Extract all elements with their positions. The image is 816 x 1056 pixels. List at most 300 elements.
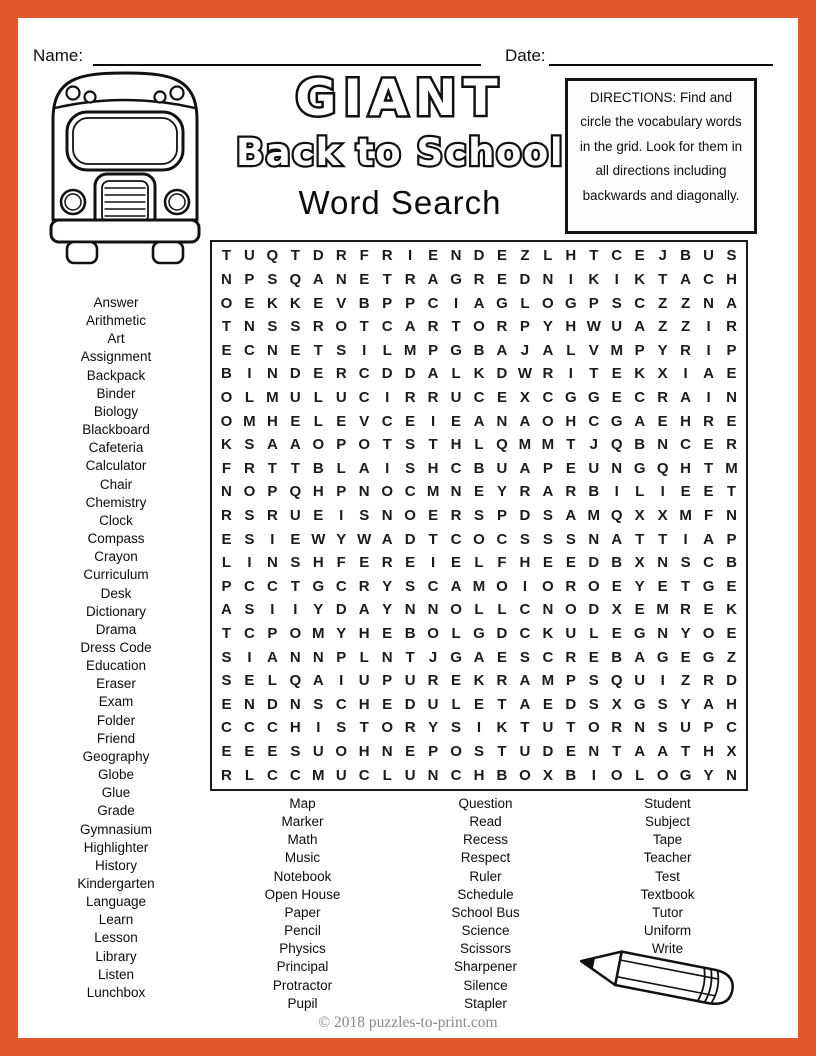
- grid-letter: K: [634, 365, 646, 383]
- grid-letter: N: [634, 719, 646, 737]
- grid-letter: F: [497, 554, 507, 572]
- word-list-item: Dress Code: [80, 639, 152, 655]
- grid-letter: T: [267, 459, 277, 477]
- grid-letter: A: [634, 648, 646, 666]
- grid-letter: R: [703, 672, 714, 690]
- grid-letter: R: [726, 318, 737, 336]
- grid-letter: T: [359, 318, 369, 336]
- grid-row: [215, 575, 743, 599]
- grid-letter: Q: [610, 506, 623, 524]
- word-list-item: Art: [107, 331, 125, 347]
- word-list-item: Assignment: [80, 349, 152, 365]
- grid-letter: A: [221, 601, 232, 619]
- grid-letter: M: [587, 506, 601, 524]
- grid-letter: E: [428, 506, 439, 524]
- grid-letter: A: [404, 318, 416, 336]
- grid-letter: Y: [496, 483, 507, 501]
- grid-letter: H: [312, 483, 324, 501]
- grid-letter: I: [683, 365, 688, 383]
- grid-letter: C: [335, 695, 347, 713]
- grid-letter: I: [568, 365, 573, 383]
- grid-letter: E: [290, 530, 301, 548]
- grid-letter: A: [634, 318, 646, 336]
- grid-letter: I: [453, 294, 459, 312]
- grid-letter: C: [703, 554, 714, 572]
- grid-letter: Q: [289, 672, 302, 690]
- grid-letter: B: [726, 554, 737, 572]
- word-list-item: Learn: [98, 912, 134, 928]
- grid-letter: L: [497, 601, 507, 619]
- grid-letter: R: [335, 365, 347, 383]
- grid-letter: P: [336, 648, 347, 666]
- grid-letter: W: [311, 530, 326, 548]
- word-list-item: Desk: [100, 585, 132, 601]
- grid-letter: N: [381, 743, 393, 761]
- grid-letter: F: [359, 247, 369, 265]
- grid-letter: N: [588, 743, 600, 761]
- word-list-item: Highlighter: [83, 839, 149, 855]
- grid-letter: Y: [542, 318, 553, 336]
- grid-row: [215, 291, 743, 315]
- grid-letter: Q: [289, 483, 302, 501]
- grid-letter: C: [611, 247, 623, 265]
- grid-row: [215, 551, 743, 575]
- grid-letter: C: [381, 412, 393, 430]
- grid-letter: R: [381, 554, 393, 572]
- word-list-item: Library: [95, 948, 137, 964]
- grid-letter: A: [358, 601, 370, 619]
- grid-letter: D: [335, 601, 347, 619]
- grid-letter: L: [635, 766, 645, 784]
- grid-letter: S: [657, 719, 668, 737]
- word-list-item: Question: [458, 796, 513, 811]
- grid-letter: M: [426, 483, 440, 501]
- grid-letter: M: [266, 388, 279, 406]
- grid-letter: E: [451, 672, 462, 690]
- grid-letter: H: [565, 412, 577, 430]
- grid-letter: G: [679, 766, 692, 784]
- grid-letter: O: [220, 294, 233, 312]
- grid-letter: E: [313, 294, 324, 312]
- grid-letter: C: [266, 719, 278, 737]
- grid-row: [215, 409, 743, 433]
- word-list-item: Calculator: [85, 458, 147, 474]
- grid-letter: M: [541, 436, 555, 454]
- grid-letter: R: [703, 412, 714, 430]
- grid-letter: L: [474, 554, 484, 572]
- word-list-item: Grade: [97, 803, 135, 819]
- grid-letter: T: [589, 247, 599, 265]
- grid-letter: C: [358, 388, 370, 406]
- grid-letter: S: [290, 554, 301, 572]
- grid-letter: N: [266, 365, 278, 383]
- word-list-item: Chair: [99, 476, 133, 492]
- grid-letter: H: [519, 554, 531, 572]
- grid-letter: U: [496, 459, 508, 477]
- grid-letter: Q: [610, 436, 623, 454]
- grid-letter: I: [385, 459, 390, 477]
- grid-letter: R: [335, 247, 347, 265]
- grid-letter: S: [313, 695, 324, 713]
- grid-row: [215, 338, 743, 362]
- grid-letter: Y: [382, 577, 393, 595]
- grid-letter: K: [634, 270, 646, 288]
- grid-letter: E: [634, 247, 645, 265]
- grid-letter: R: [519, 483, 531, 501]
- grid-letter: L: [451, 625, 461, 643]
- grid-letter: I: [362, 341, 367, 359]
- grid-letter: Z: [681, 294, 691, 312]
- grid-letter: P: [382, 294, 393, 312]
- grid-letter: U: [588, 459, 600, 477]
- grid-letter: S: [726, 247, 737, 265]
- grid-letter: T: [658, 270, 668, 288]
- grid-letter: E: [611, 388, 622, 406]
- word-list-item: Friend: [96, 730, 136, 746]
- grid-letter: S: [244, 436, 255, 454]
- grid-letter: L: [336, 459, 346, 477]
- grid-letter: Z: [658, 318, 668, 336]
- grid-letter: C: [450, 766, 462, 784]
- word-list-item: Chemistry: [85, 494, 147, 510]
- grid-letter: D: [381, 365, 393, 383]
- grid-letter: R: [427, 318, 439, 336]
- grid-letter: X: [657, 365, 668, 383]
- grid-letter: A: [312, 270, 324, 288]
- grid-letter: E: [473, 695, 484, 713]
- grid-letter: Y: [680, 695, 691, 713]
- grid-letter: N: [726, 388, 737, 406]
- grid-letter: P: [542, 459, 553, 477]
- word-list-item: Respect: [460, 850, 511, 866]
- grid-letter: H: [726, 695, 737, 713]
- grid-letter: E: [336, 412, 347, 430]
- grid-letter: S: [451, 719, 462, 737]
- grid-letter: N: [657, 436, 669, 454]
- word-list-item: Uniform: [643, 923, 692, 939]
- grid-letter: U: [244, 247, 255, 265]
- grid-letter: H: [473, 766, 485, 784]
- grid-letter: T: [221, 318, 232, 336]
- grid-letter: O: [656, 766, 669, 784]
- grid-letter: O: [404, 506, 416, 524]
- grid-row: [215, 598, 743, 622]
- grid-letter: X: [611, 601, 622, 619]
- grid-letter: T: [703, 459, 714, 477]
- word-list-item: Exam: [98, 694, 134, 710]
- grid-letter: A: [726, 294, 737, 312]
- grid-letter: E: [588, 648, 599, 666]
- grid-letter: E: [565, 554, 576, 572]
- word-list-item: Teacher: [643, 850, 692, 866]
- grid-letter: X: [542, 766, 553, 784]
- grid-letter: C: [221, 719, 232, 737]
- grid-letter: C: [404, 483, 416, 501]
- grid-letter: C: [450, 530, 462, 548]
- grid-row: [215, 433, 743, 457]
- grid-letter: E: [726, 365, 737, 383]
- grid-letter: C: [634, 294, 646, 312]
- grid-letter: K: [221, 436, 232, 454]
- grid-letter: A: [519, 459, 531, 477]
- grid-letter: D: [588, 601, 600, 619]
- grid-letter: Z: [681, 318, 691, 336]
- grid-letter: L: [244, 766, 255, 784]
- grid-letter: T: [726, 483, 737, 501]
- grid-letter: N: [611, 459, 623, 477]
- grid-letter: B: [611, 554, 623, 572]
- grid-letter: C: [496, 530, 508, 548]
- word-list-item: Sharpener: [453, 959, 518, 975]
- grid-letter: S: [267, 318, 278, 336]
- word-list-item: Paper: [284, 904, 321, 920]
- grid-letter: D: [565, 695, 577, 713]
- grid-letter: A: [519, 672, 531, 690]
- grid-letter: A: [358, 459, 370, 477]
- grid-letter: E: [244, 294, 255, 312]
- grid-letter: T: [405, 648, 415, 666]
- grid-letter: M: [312, 625, 325, 643]
- grid-letter: S: [542, 506, 553, 524]
- grid-letter: T: [451, 318, 461, 336]
- grid-letter: R: [404, 388, 416, 406]
- grid-letter: R: [427, 388, 439, 406]
- grid-letter: A: [266, 648, 278, 666]
- word-list-item: Kindergarten: [77, 876, 155, 891]
- grid-letter: C: [266, 766, 278, 784]
- grid-letter: S: [359, 506, 370, 524]
- grid-letter: A: [634, 743, 646, 761]
- grid-letter: S: [519, 648, 530, 666]
- grid-letter: H: [358, 743, 370, 761]
- grid-letter: S: [680, 554, 691, 572]
- grid-letter: G: [633, 625, 646, 643]
- grid-letter: R: [565, 577, 577, 595]
- grid-letter: L: [221, 554, 232, 572]
- grid-letter: Y: [680, 625, 691, 643]
- grid-letter: E: [428, 247, 439, 265]
- grid-letter: L: [520, 294, 530, 312]
- grid-row: [215, 268, 743, 292]
- grid-letter: B: [634, 436, 646, 454]
- grid-letter: O: [220, 412, 233, 430]
- grid-letter: I: [430, 554, 436, 572]
- grid-letter: J: [428, 648, 438, 666]
- grid-letter: E: [611, 365, 622, 383]
- grid-letter: B: [611, 648, 623, 666]
- grid-letter: M: [312, 766, 325, 784]
- grid-letter: P: [565, 672, 576, 690]
- grid-letter: G: [633, 459, 646, 477]
- grid-letter: A: [703, 530, 714, 548]
- grid-letter: U: [634, 672, 646, 690]
- grid-letter: P: [726, 341, 737, 359]
- grid-letter: Y: [634, 577, 645, 595]
- grid-letter: T: [566, 436, 576, 454]
- grid-letter: I: [408, 247, 413, 265]
- grid-letter: S: [588, 672, 599, 690]
- grid-letter: C: [244, 719, 255, 737]
- grid-letter: E: [359, 270, 370, 288]
- grid-letter: E: [611, 625, 622, 643]
- word-list-item: Blackboard: [82, 422, 150, 438]
- grid-letter: G: [450, 341, 462, 359]
- word-list-item: Glue: [101, 785, 131, 801]
- grid-letter: H: [312, 554, 324, 572]
- grid-letter: J: [658, 247, 667, 265]
- grid-letter: O: [564, 601, 577, 619]
- grid-letter: Y: [428, 719, 439, 737]
- grid-letter: S: [221, 672, 232, 690]
- grid-letter: S: [565, 530, 576, 548]
- grid-letter: N: [427, 601, 439, 619]
- word-list-item: Physics: [279, 941, 326, 957]
- grid-letter: P: [726, 530, 737, 548]
- grid-letter: M: [725, 459, 738, 477]
- grid-letter: S: [244, 601, 255, 619]
- grid-letter: R: [221, 766, 232, 784]
- grid-letter: N: [289, 695, 301, 713]
- grid-letter: A: [496, 341, 508, 359]
- word-list-item: Education: [85, 658, 147, 674]
- grid-letter: P: [267, 625, 278, 643]
- grid-letter: J: [589, 436, 598, 454]
- grid-letter: C: [519, 625, 531, 643]
- grid-letter: C: [519, 601, 531, 619]
- grid-letter: N: [703, 294, 714, 312]
- grid-letter: E: [726, 412, 737, 430]
- grid-letter: F: [703, 506, 714, 524]
- grid-letter: Y: [657, 341, 668, 359]
- grid-letter: O: [335, 318, 348, 336]
- grid-letter: B: [404, 625, 416, 643]
- grid-letter: N: [221, 483, 232, 501]
- grid-letter: R: [450, 506, 462, 524]
- grid-letter: G: [496, 294, 508, 312]
- grid-row: [215, 504, 743, 528]
- grid-letter: I: [270, 530, 275, 548]
- grid-letter: R: [680, 601, 692, 619]
- grid-letter: E: [221, 530, 232, 548]
- school-bus-icon: [45, 70, 205, 266]
- grid-letter: P: [244, 270, 255, 288]
- grid-letter: O: [587, 577, 600, 595]
- word-list-item: Cafeteria: [88, 440, 144, 456]
- grid-letter: N: [221, 270, 232, 288]
- word-list-item: Principal: [276, 959, 329, 975]
- grid-letter: P: [496, 506, 507, 524]
- grid-letter: P: [336, 483, 347, 501]
- grid-letter: O: [496, 577, 508, 595]
- grid-letter: S: [542, 530, 553, 548]
- grid-letter: E: [382, 625, 393, 643]
- word-list-item: Ruler: [469, 868, 502, 884]
- grid-letter: B: [473, 341, 485, 359]
- grid-letter: O: [243, 483, 256, 501]
- grid-letter: K: [266, 294, 278, 312]
- grid-letter: D: [519, 506, 531, 524]
- grid-row: [215, 480, 743, 504]
- grid-letter: R: [381, 247, 393, 265]
- grid-letter: E: [451, 412, 462, 430]
- grid-letter: A: [634, 412, 646, 430]
- grid-letter: A: [427, 365, 439, 383]
- grid-letter: C: [244, 577, 255, 595]
- grid-letter: N: [427, 766, 439, 784]
- grid-letter: O: [427, 625, 439, 643]
- grid-letter: E: [565, 459, 576, 477]
- grid-letter: R: [726, 436, 737, 454]
- grid-letter: E: [405, 743, 416, 761]
- word-list-item: Tutor: [651, 904, 683, 920]
- grid-letter: K: [473, 672, 485, 690]
- grid-letter: O: [610, 766, 623, 784]
- grid-letter: M: [518, 436, 532, 454]
- grid-letter: V: [359, 412, 370, 430]
- grid-letter: I: [247, 554, 252, 572]
- grid-letter: D: [519, 270, 531, 288]
- grid-letter: A: [703, 365, 714, 383]
- grid-letter: R: [611, 719, 623, 737]
- word-list-item: Math: [287, 832, 318, 848]
- grid-letter: C: [358, 365, 370, 383]
- grid-letter: C: [450, 459, 462, 477]
- grid-letter: E: [473, 483, 484, 501]
- grid-letter: G: [587, 388, 600, 406]
- word-list-bottom-right: [580, 795, 755, 958]
- word-list-item: Gymnasium: [79, 821, 152, 837]
- grid-letter: L: [589, 625, 599, 643]
- grid-letter: A: [427, 270, 439, 288]
- grid-letter: I: [247, 648, 252, 666]
- grid-letter: I: [660, 483, 665, 501]
- grid-letter: E: [703, 436, 714, 454]
- grid-letter: E: [496, 388, 507, 406]
- grid-letter: I: [660, 672, 665, 690]
- grid-letter: T: [221, 247, 232, 265]
- word-list-item: Notebook: [273, 868, 332, 884]
- grid-letter: R: [358, 577, 370, 595]
- grid-letter: R: [565, 648, 577, 666]
- grid-letter: E: [657, 412, 668, 430]
- grid-letter: L: [451, 695, 461, 713]
- grid-letter: N: [450, 483, 462, 501]
- grid-letter: P: [588, 294, 599, 312]
- grid-letter: Q: [496, 436, 508, 454]
- grid-letter: C: [726, 719, 737, 737]
- grid-letter: C: [703, 270, 714, 288]
- grid-letter: I: [316, 719, 321, 737]
- grid-letter: E: [382, 695, 393, 713]
- grid-letter: G: [450, 270, 462, 288]
- grid-letter: H: [680, 459, 692, 477]
- grid-letter: I: [706, 341, 711, 359]
- grid-letter: A: [519, 412, 531, 430]
- grid-letter: H: [680, 412, 692, 430]
- title-back-to-school-svg: [220, 127, 580, 179]
- grid-letter: C: [335, 577, 347, 595]
- grid-letter: U: [542, 719, 554, 737]
- grid-letter: E: [542, 695, 553, 713]
- grid-letter: A: [703, 695, 714, 713]
- grid-letter: E: [359, 554, 370, 572]
- grid-letter: S: [336, 719, 347, 737]
- grid-letter: Y: [313, 601, 324, 619]
- grid-letter: T: [359, 719, 369, 737]
- grid-letter: G: [656, 648, 669, 666]
- word-list-item: Compass: [87, 531, 145, 547]
- name-blank-line: [93, 64, 481, 66]
